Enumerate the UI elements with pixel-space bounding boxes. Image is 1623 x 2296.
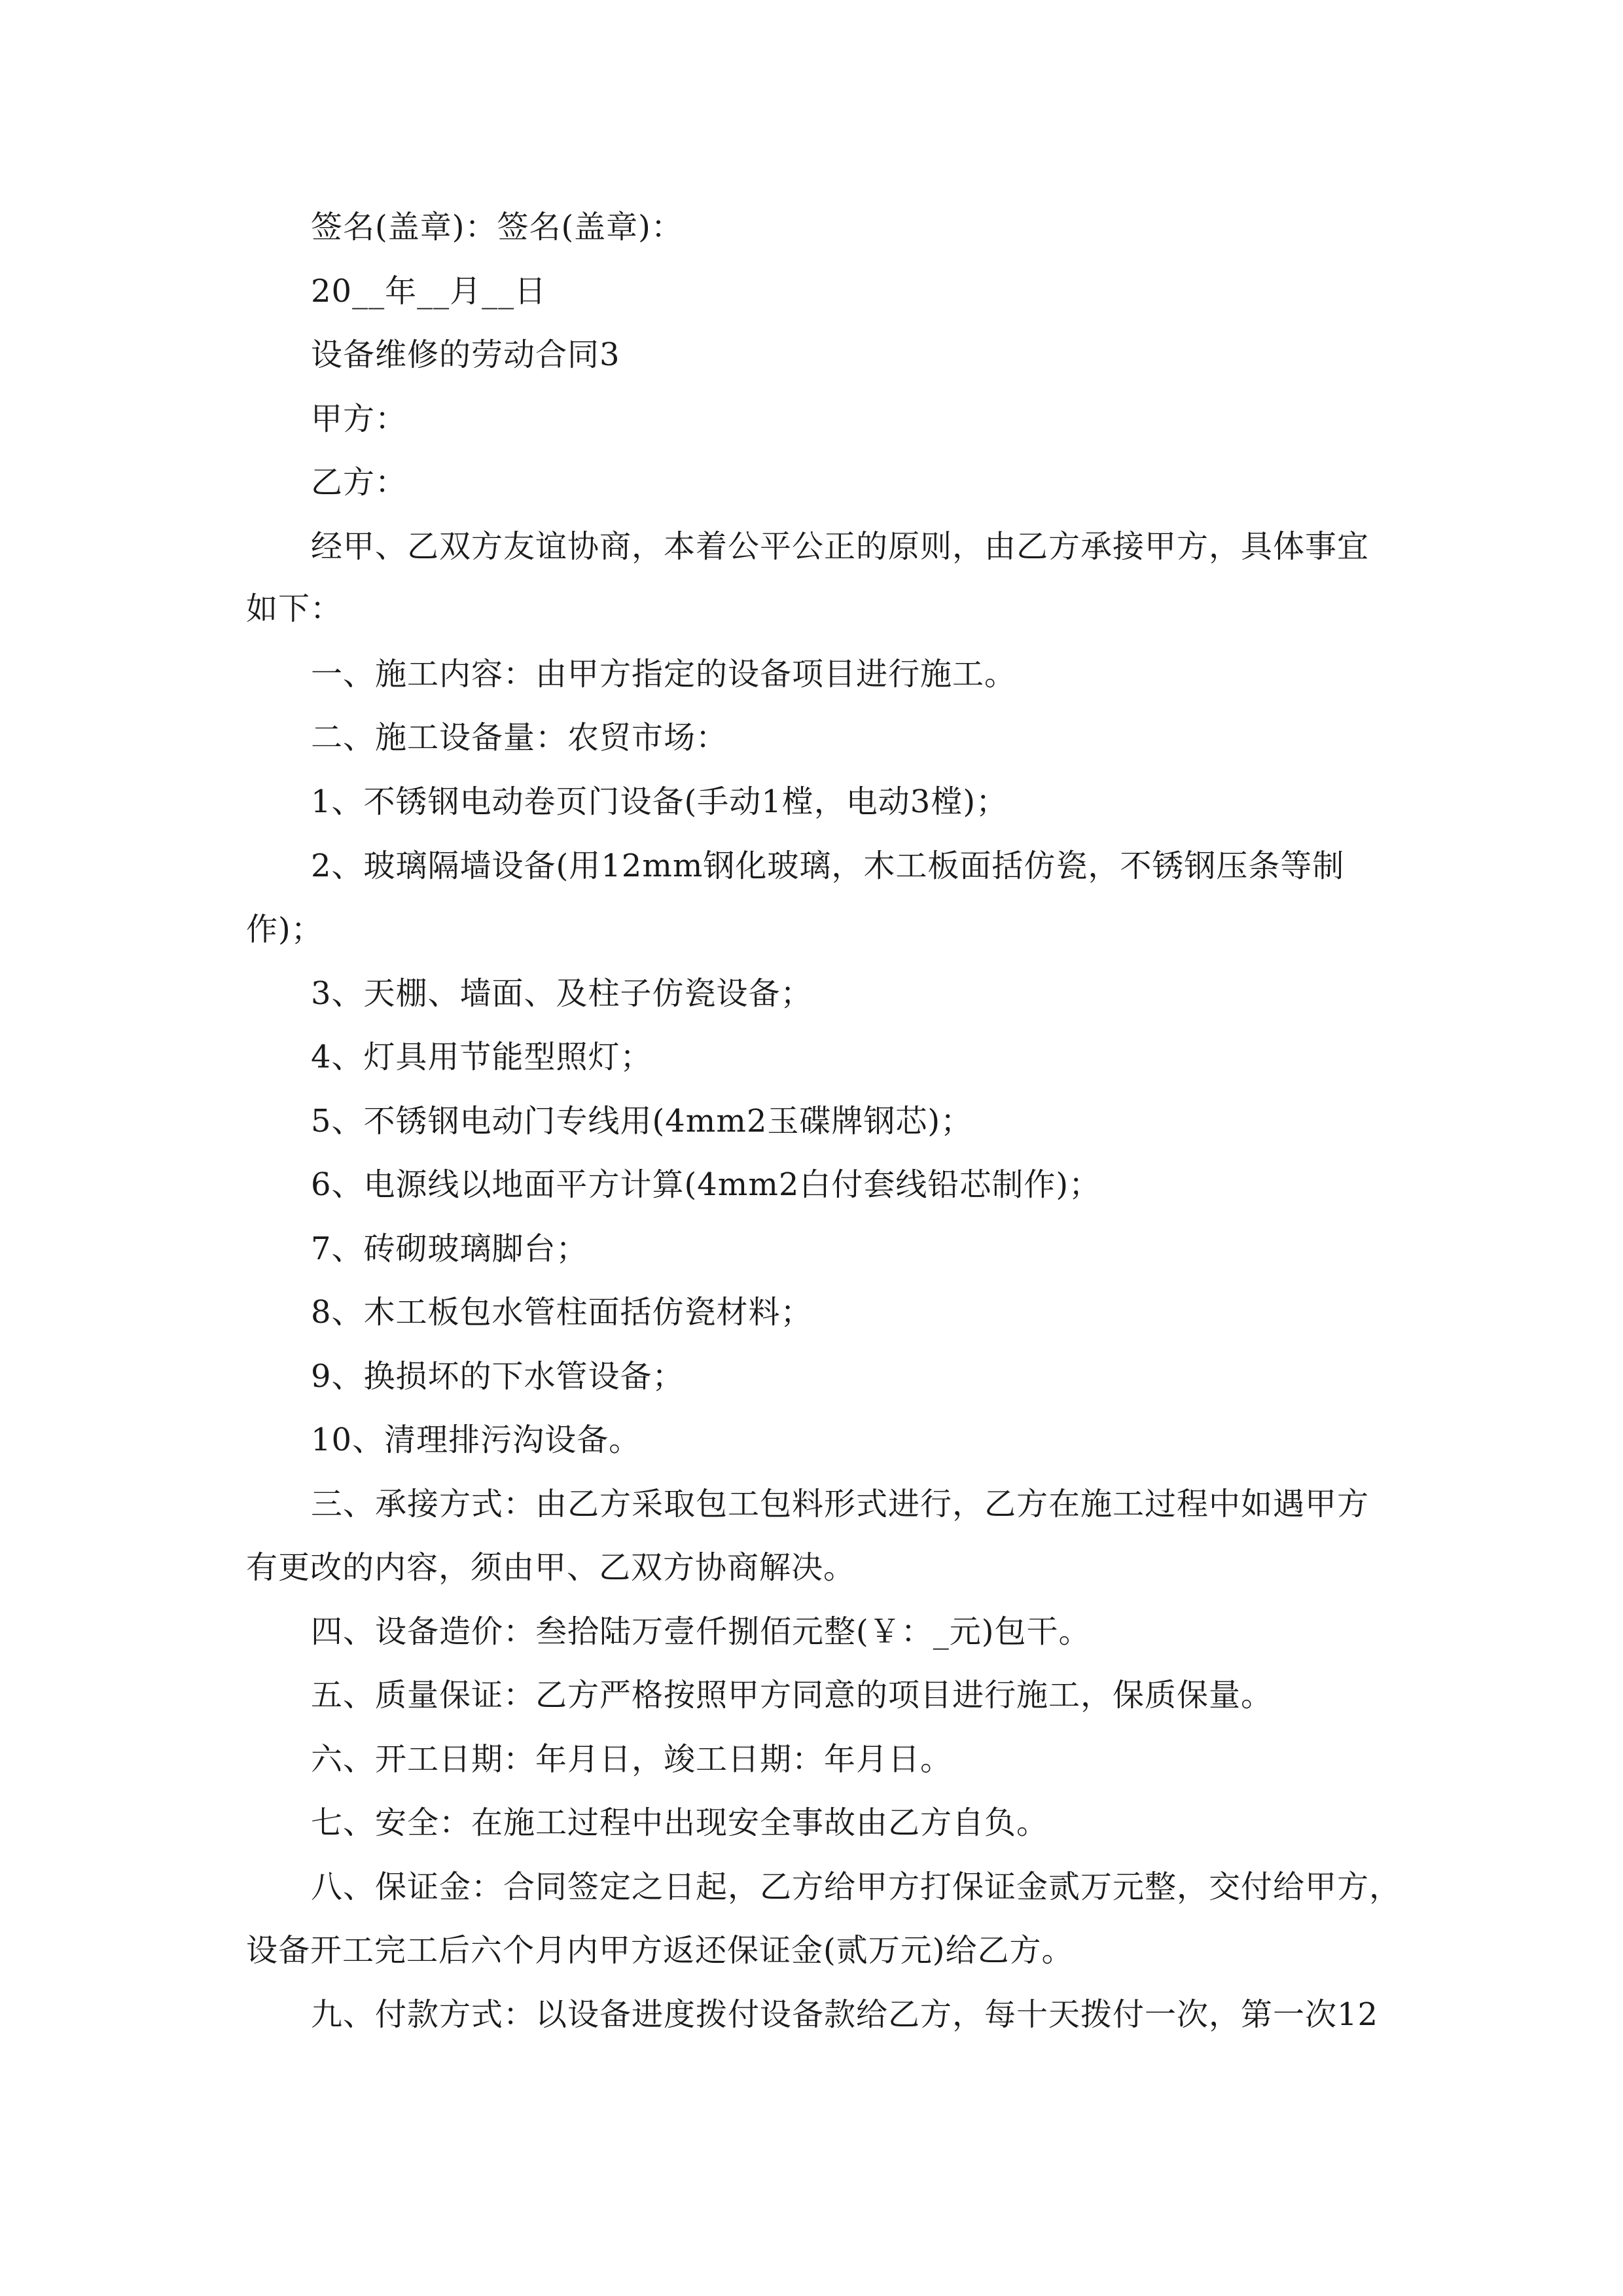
paragraph-line: 有更改的内容，须由甲、乙双方协商解决。: [246, 1549, 856, 1586]
contract-title: 设备维修的劳动合同3: [311, 336, 620, 373]
list-item: 9、换损坏的下水管设备；: [311, 1358, 685, 1395]
paragraph-line: 如下：: [246, 590, 343, 627]
list-item: 1、不锈钢电动卷页门设备(手动1樘，电动3樘)；: [311, 783, 1008, 820]
list-item: 3、天棚、墙面、及柱子仿瓷设备；: [311, 975, 813, 1012]
paragraph-line: 六、开工日期：年月日，竣工日期：年月日。: [311, 1741, 953, 1778]
list-item: 4、灯具用节能型照灯；: [311, 1039, 652, 1075]
list-item: 作)；: [246, 911, 323, 948]
list-item: 7、砖砌玻璃脚台；: [311, 1230, 588, 1267]
list-item: 10、清理排污沟设备。: [311, 1422, 641, 1458]
list-item: 6、电源线以地面平方计算(4mm2白付套线铅芯制作)；: [311, 1166, 1101, 1203]
date-line: 20__年__月__日: [311, 273, 547, 310]
list-item: 8、木工板包水管柱面括仿瓷材料；: [311, 1294, 813, 1331]
paragraph-line: 二、施工设备量：农贸市场：: [311, 719, 728, 756]
paragraph-line: 七、安全：在施工过程中出现安全事故由乙方自负。: [311, 1804, 1049, 1841]
paragraph-line: 设备开工完工后六个月内甲方返还保证金(贰万元)给乙方。: [246, 1932, 1074, 1969]
signature-line: 签名(盖章)：签名(盖章)：: [311, 209, 683, 245]
paragraph-line: 经甲、乙双方友谊协商，本着公平公正的原则，由乙方承接甲方，具体事宜: [311, 528, 1370, 565]
paragraph-line: 四、设备造价：叁拾陆万壹仟捌佰元整(￥：_元)包干。: [311, 1613, 1091, 1650]
paragraph-line: 五、质量保证：乙方严格按照甲方同意的项目进行施工，保质保量。: [311, 1677, 1274, 1713]
list-item: 2、玻璃隔墙设备(用12mm钢化玻璃，木工板面括仿瓷，不锈钢压条等制: [311, 848, 1345, 884]
paragraph-line: 一、施工内容：由甲方指定的设备项目进行施工。: [311, 656, 1017, 692]
party-a-line: 甲方：: [311, 401, 408, 437]
party-b-line: 乙方：: [311, 464, 408, 501]
paragraph-line: 八、保证金：合同签定之日起，乙方给甲方打保证金贰万元整，交付给甲方，: [311, 1869, 1402, 1905]
paragraph-line: 三、承接方式：由乙方采取包工包料形式进行，乙方在施工过程中如遇甲方: [311, 1486, 1370, 1522]
paragraph-line: 九、付款方式：以设备进度拨付设备款给乙方，每十天拨付一次，第一次12: [311, 1996, 1379, 2033]
list-item: 5、不锈钢电动门专线用(4mm2玉碟牌钢芯)；: [311, 1103, 973, 1139]
